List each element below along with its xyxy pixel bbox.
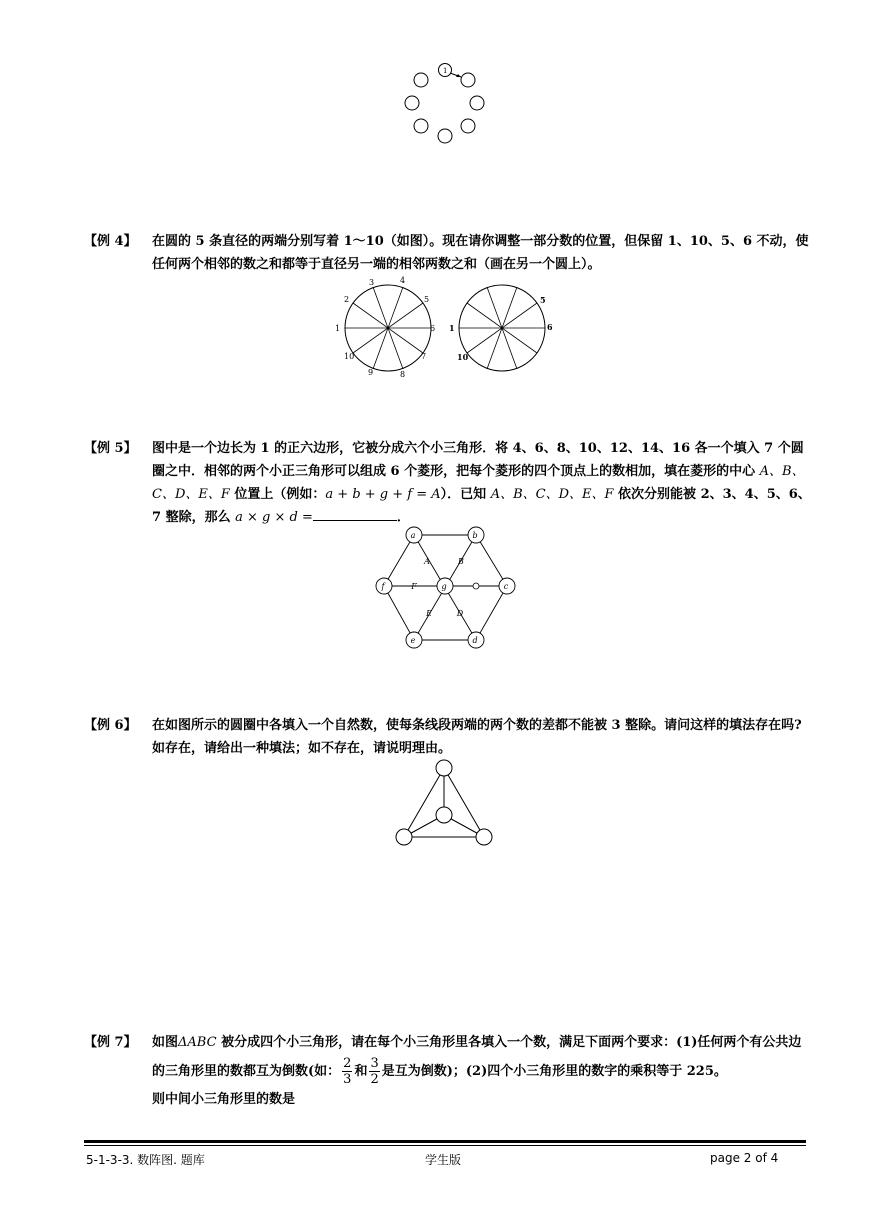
footer-center: 学生版 (425, 1153, 462, 1167)
p7-text-d: 是互为倒数)；(2)四个小三角形里的数字的乘积等于 225。 (381, 1064, 727, 1079)
problem-6 (84, 714, 814, 760)
right-num-10: 10 (457, 352, 469, 362)
hexagon-figure (370, 523, 520, 653)
left-num-10: 10 (344, 352, 355, 361)
footer-left: 5-1-3-3. 数阵图. 题库 (86, 1153, 205, 1167)
p5-letters-1: A、B、C、D、E、F (152, 464, 805, 502)
problem-7-text (152, 1030, 814, 1113)
left-num-4: 4 (400, 276, 406, 285)
node-g: g (441, 582, 447, 591)
node-a: a (410, 531, 416, 540)
problem-5 (84, 437, 814, 529)
p5-example: a + b + g + f = A (325, 487, 441, 502)
center-E: E (426, 609, 432, 618)
problem-6-text: 在如图所示的圆圈中各填入一个自然数，使每条线段两端的两个数的差都不能被 3 整除。请问这样的填法存在吗?如存在，请给出一种填法；如不存在，请说明理由。 (152, 718, 802, 756)
tri-left-circle[interactable] (396, 829, 412, 845)
fraction-3-2: $\frac{3}{2}$ (370, 1056, 379, 1087)
diameter-circle-right (447, 278, 557, 378)
ring-circles (405, 64, 484, 144)
ring-of-circles-figure (398, 60, 498, 150)
problem-5-label: 【例 5】 (84, 441, 137, 456)
left-num-7: 7 (421, 352, 427, 361)
node-c: c (503, 582, 509, 591)
node-d: d (472, 636, 478, 645)
left-num-6: 6 (430, 324, 436, 333)
p7-triangle: ΔABC (178, 1035, 217, 1050)
p5-expr: a × g × d = (235, 510, 313, 525)
diameter-circle-left (333, 278, 443, 378)
p5-text-e: ． (396, 510, 410, 525)
right-num-1: 1 (449, 323, 455, 333)
left-num-2: 2 (344, 295, 350, 304)
node-e: e (410, 636, 416, 645)
right-num-6: 6 (547, 322, 553, 332)
left-num-1: 1 (335, 324, 341, 333)
p5-answer-blank[interactable] (313, 506, 397, 521)
tri-right-circle[interactable] (476, 829, 492, 845)
footer-rule-thick (84, 1140, 806, 1143)
problem-7-label: 【例 7】 (84, 1035, 137, 1050)
p7-text-b: 被分成四个小三角形，请在每个小三角形里各填入一个数，满足下面两个要求：(1)任何两个有公共边的三角形里的数都互为倒数(如： (152, 1035, 802, 1079)
problem-4-text: 在圆的 5 条直径的两端分别写着 1～10（如图）。现在请你调整一部分数的位置，但保留 1、10、5、6 不动，使任何两个相邻的数之和都等于直径另一端的相邻两数之和（画在另一个圆上）。 (152, 234, 809, 272)
left-num-9: 9 (368, 368, 374, 377)
center-F: F (411, 582, 417, 591)
left-num-8: 8 (400, 370, 406, 379)
p7-text-a: 如图 (152, 1035, 179, 1050)
tri-top-circle[interactable] (436, 760, 452, 776)
center-B: B (458, 557, 464, 566)
problem-5-text (152, 437, 814, 529)
p5-letters-2: A、B、C、D、E、F (490, 487, 614, 502)
fraction-2-3: $\frac{2}{3}$ (343, 1056, 352, 1087)
left-num-5: 5 (424, 295, 430, 304)
tri-center-circle[interactable] (436, 807, 452, 823)
left-num-3: 3 (369, 278, 375, 287)
p7-text-e: 则中间小三角形里的数是 (152, 1092, 296, 1107)
problem-6-label: 【例 6】 (84, 718, 137, 733)
node-b: b (472, 531, 478, 540)
p7-text-c: 和 (354, 1064, 368, 1079)
p5-text-a: 图中是一个边长为 1 的正六边形，它被分成六个小三角形．将 4、6、8、10、12、14、16 各一个填入 7 个圆圈之中．相邻的两个小正三角形可以组成 6 个菱形，把每个菱形的四个顶点上的数相加，填在菱形的中心 (152, 441, 804, 479)
center-C-marker (473, 583, 479, 589)
footer-rule-thin (84, 1145, 806, 1146)
node-f: f (381, 582, 385, 591)
problem-4-label: 【例 4】 (84, 234, 137, 249)
triangle-circles-figure (390, 757, 500, 852)
p5-text-d: 依次分别能被 2、3、4、5、6、7 整除，那么 (152, 487, 811, 525)
right-num-5: 5 (540, 295, 546, 305)
footer-right: page 2 of 4 (710, 1151, 779, 1165)
ring-start-label: 1 (443, 67, 448, 75)
p5-text-b: 位置上（例如： (229, 487, 326, 502)
center-A: A (424, 557, 430, 566)
problem-4 (84, 230, 814, 276)
p5-text-c: ）．已知 (440, 487, 491, 502)
problem-7 (84, 1030, 814, 1113)
center-D: D (456, 609, 464, 618)
